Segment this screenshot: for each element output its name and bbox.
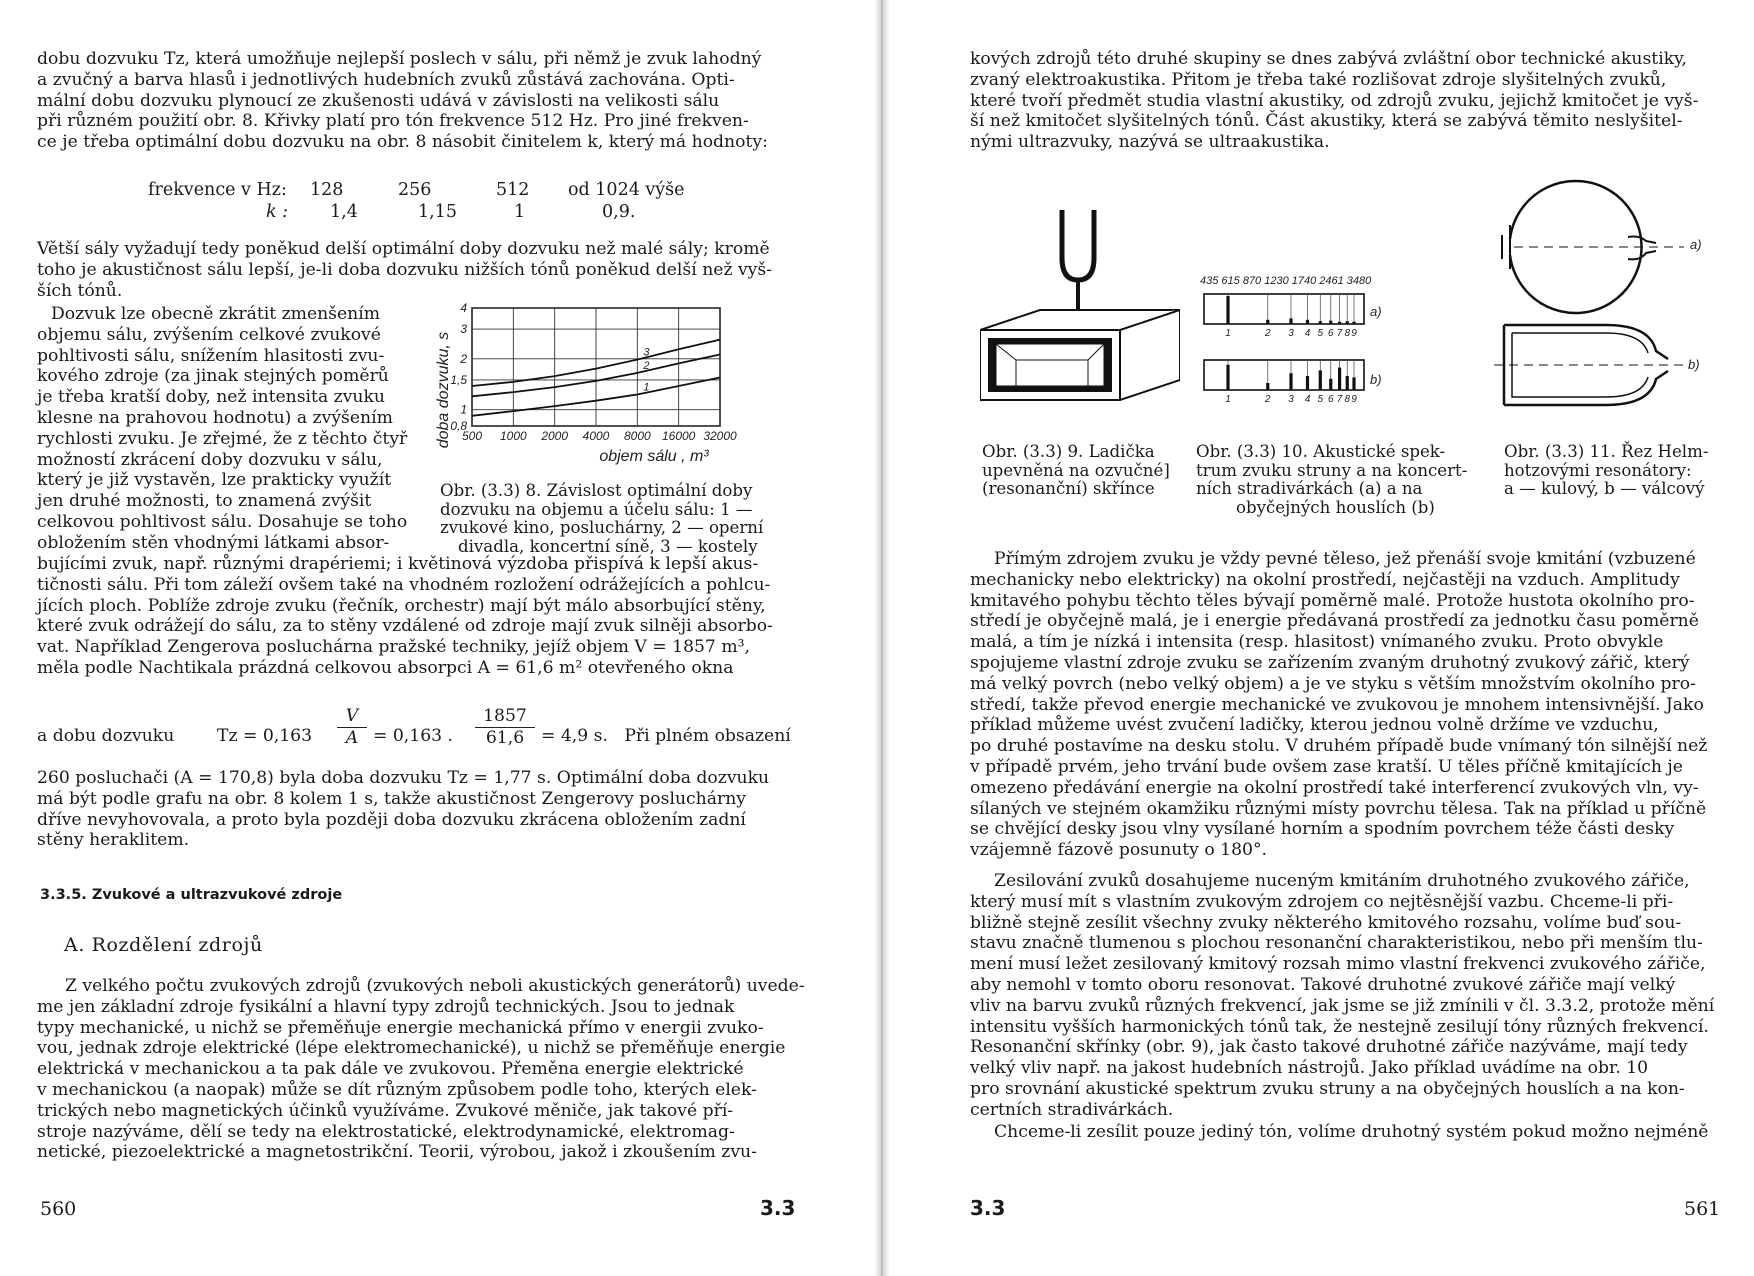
page-number: 560 xyxy=(40,1198,77,1220)
text-line: celkovou pohltivost sálu. Dosahuje se toho xyxy=(37,511,408,532)
helmholtz-resonators-figure xyxy=(1490,175,1720,425)
caption-line: ních stradivárkách (a) a na xyxy=(1196,479,1423,498)
formula-fraction-v xyxy=(337,706,367,748)
harmonic-number: 1 xyxy=(1225,328,1231,339)
harmonic-number: 2 xyxy=(1264,328,1271,339)
left-page xyxy=(0,0,874,1276)
harmonic-number: 6 xyxy=(1327,394,1334,405)
fraction-numerator: V xyxy=(345,706,359,726)
subsection-heading: 3.3.5. Zvukové a ultrazvukové zdroje xyxy=(40,887,343,903)
chart-grid xyxy=(472,308,720,426)
caption-line: hotzovými resonátory: xyxy=(1504,460,1692,480)
spectrum-bar xyxy=(1352,377,1355,390)
text-line: velký vliv např. na jakost hudebních nástrojů. Jako příklad uvádíme na obr. 10 xyxy=(970,1058,1649,1079)
text-line: obložením stěn vhodnými látkami absor- xyxy=(37,532,390,553)
text-line: Zesilování zvuků dosahujeme nuceným kmitáním druhotného zvukového zářiče, xyxy=(994,871,1690,891)
text-line: klesne na prahovou hodnotu) a zvýšením xyxy=(37,407,393,428)
harmonic-number: 2 xyxy=(1264,394,1271,405)
spectrum-frequency-labels: 435 615 870 1230 1740 2461 3480 xyxy=(1200,275,1372,287)
caption-line: dozvuku na objemu a účelu sálu: 1 — xyxy=(440,499,753,519)
text-line: elektrická v mechanickou a ta pak dále ve zvukovou. Přeměna energie elektrické xyxy=(37,1059,744,1080)
caption-line: Obr. (3.3) 10. Akustické spek- xyxy=(1196,442,1446,461)
text-line: ších tónů. xyxy=(37,280,123,301)
formula-tz: Tz = 0,163 xyxy=(217,726,313,746)
chart-x-tick-label: 32000 xyxy=(703,429,737,443)
section-tag: 3.3 xyxy=(970,1196,1006,1220)
text-line: toho je akustičnost sálu lepší, je-li doba dozvuku nižších tónů poněkud delší než vyš- xyxy=(37,259,773,280)
text-line: pro srovnání akustické spektrum zvuku struny a na obyčejných houslích a na kon- xyxy=(970,1078,1685,1099)
spectrum-bar xyxy=(1226,365,1229,390)
factor-value: 1 xyxy=(514,202,526,222)
text-line: měla podle Nachtikala prázdná celkovou absorpci A = 61,6 m² otevřeného okna xyxy=(37,657,734,678)
text-line: jen druhé možnosti, to znamená zvýšit xyxy=(37,491,372,512)
chart-x-axis-label: objem sálu , m³ xyxy=(599,448,709,465)
factor-value: 1,15 xyxy=(418,202,457,222)
text-line: spojujeme vlastní zdroje zvuku se zařízením zvaným druhotný zvukový zářič, který xyxy=(970,652,1690,673)
section-tag: 3.3 xyxy=(760,1196,796,1220)
text-line: netické, piezoelektrické a magnetostrikční. Teorii, výrobou, jakož i zkoušením zvu- xyxy=(37,1142,757,1163)
text-line: Chceme-li zesílit pouze jediný tón, volíme druhotný systém pokud možno nejméně xyxy=(994,1122,1709,1142)
intro-paragraph xyxy=(37,49,849,153)
spectrum-bar xyxy=(1319,370,1322,390)
caption-line: zvukové kino, posluchárny, 2 — operní xyxy=(440,518,764,537)
book-gutter xyxy=(874,0,890,1276)
chart-x-tick-label: 2000 xyxy=(541,429,569,443)
caption-line: Obr. (3.3) 8. Závislost optimální doby xyxy=(440,481,753,500)
text-line: mení musí ležet zesilovaný kmitový rozsah mimo vlastní frekvenci zvukového zářiče, xyxy=(970,954,1706,975)
text-line: má být podle grafu na obr. 8 kolem 1 s, takže akustičnost Zengerovy posluchárny xyxy=(37,788,746,809)
text-line: dříve nevyhovovala, a proto byla později doba dozvuku zkrácena obložením zadní xyxy=(37,809,746,830)
text-line: středí je obyčejně malá, je i energie předávaná prostředí za jednotku času poměrně xyxy=(970,611,1699,632)
text-line: vat. Například Zengerova posluchárna pražské techniky, jejíž objem V = 1857 m³, xyxy=(37,637,750,658)
text-line: je třeba kratší doby, než intensita zvuku xyxy=(37,387,385,408)
text-line: kových zdrojů této druhé skupiny se dnes zabývá zvláštní obor technické akustiky, xyxy=(970,49,1687,69)
harmonic-number: 9 xyxy=(1351,328,1357,339)
text-line: kmitavého pohybu těchto těles bývají poměrně malé. Protože hustota okolního pro- xyxy=(970,590,1695,611)
text-line: Přímým zdrojem zvuku je vždy pevné těleso, jež přenáší svoje kmitání (vzbuzené xyxy=(994,549,1696,569)
factor-label: k : xyxy=(266,202,289,222)
harmonic-number: 8 xyxy=(1344,394,1351,405)
text-line: zvaný elektroakustika. Přitom je třeba také rozlišovat zdroje slyšitelných zvuků, xyxy=(970,69,1667,90)
chart-y-tick-label: 3 xyxy=(460,322,467,337)
chart-y-tick-label: 1 xyxy=(460,402,467,417)
text-line: se chvějící desky jsou vlny vysílané horním a spodním povrchem téže části desky xyxy=(970,819,1675,840)
text-line: aby nemohl v tomto oboru resonovat. Takové druhotné zvukové zářiče mají velký xyxy=(970,974,1676,995)
chart-y-axis-label: doba dozvuku, s xyxy=(435,331,452,449)
text-line: trických nebo magnetických účinků využíváme. Zvukové měniče, jak takové pří- xyxy=(37,1100,734,1121)
text-line: mální dobu dozvuku plynoucí ze zkušenosti udává v závislosti na velikosti sálu xyxy=(37,90,720,111)
spectrum-bar xyxy=(1338,368,1341,390)
text-line: středí, takže převod energie mechanické ve zvukovou je mnohem intensivnější. Jako xyxy=(970,694,1704,715)
cylindrical-resonator-icon xyxy=(1494,325,1686,405)
page-number: 561 xyxy=(1684,1198,1721,1220)
spectrum-bar xyxy=(1289,318,1292,324)
text-line: v případě prvém, jeho trvání bude ovšem zase kratší. U těles příčně kmitajících je xyxy=(970,756,1683,777)
harmonic-number: 8 xyxy=(1344,328,1351,339)
fraction-denominator: 61,6 xyxy=(485,728,525,748)
tuning-fork-figure xyxy=(980,200,1180,430)
resonator-label-b: b) xyxy=(1688,357,1700,372)
chart-y-tick-label: 4 xyxy=(460,301,467,315)
fraction-numerator: 1857 xyxy=(483,706,527,726)
frequency-value: 128 xyxy=(310,180,344,200)
text-line: Větší sály vyžadují tedy poněkud delší optimální doby dozvuku než malé sály; kromě xyxy=(37,239,770,259)
spectrum-bar xyxy=(1266,320,1269,324)
fig11-caption xyxy=(1504,443,1729,499)
factor-value: 0,9. xyxy=(602,202,636,222)
chart-x-ticks xyxy=(462,429,737,443)
text-line: pohltivosti sálu, snížením hlasitosti zvu- xyxy=(37,345,385,366)
resonator-label-a: a) xyxy=(1690,237,1702,252)
formula-fraction-numbers xyxy=(475,706,535,748)
formula-suffix: = 4,9 s. Při plném obsazení xyxy=(541,726,791,746)
paragraph-hall-size xyxy=(37,239,787,301)
text-line: malá, a tím je nízká i intensita (resp. hlasitost) vnímaného zvuku. Proto obvykle xyxy=(970,632,1664,653)
chart-x-tick-label: 500 xyxy=(461,429,483,443)
formula-prefix: a dobu dozvuku xyxy=(37,726,175,746)
text-line: bližně stejně zesílit všechny zvuky některého kmitového rozsahu, volíme buď sou- xyxy=(970,912,1682,933)
spectrum-bar xyxy=(1352,322,1355,324)
paragraph-electroacoustics xyxy=(970,49,1720,153)
spectrum-b xyxy=(1204,360,1364,405)
formula-mid: = 0,163 . xyxy=(373,726,453,746)
fraction-denominator: A xyxy=(345,728,359,748)
reverberation-chart xyxy=(430,296,810,466)
text-line: Dozvuk lze obecně zkrátit zmenšením xyxy=(51,304,381,324)
text-line: při různém použití obr. 8. Křivky platí pro tón frekvence 512 Hz. Pro jiné frekven- xyxy=(37,111,749,132)
caption-line: (resonanční) skřínce xyxy=(982,479,1155,498)
chart-y-tick-label: 1,5 xyxy=(450,372,467,387)
text-line: mechanicky nebo elektricky) na okolní prostředí, nejčastěji na vzduch. Amplitudy xyxy=(970,569,1680,590)
text-line: v mechanickou (a naopak) může se dít různým způsobem podle toho, kterých elek- xyxy=(37,1079,757,1100)
harmonic-number: 5 xyxy=(1317,328,1324,339)
chart-x-tick-label: 1000 xyxy=(499,429,527,443)
text-line: intensitu vyšších harmonických tónů tak, že nestejně zesilují tóny různých frekvencí. xyxy=(970,1016,1709,1037)
paragraph-absorption xyxy=(37,554,849,679)
paragraph-direct-source xyxy=(970,549,1740,861)
text-line: které zvuk odrážejí do sálu, za to stěny vzdálené od zdroje mají zvuk silněji absorbo- xyxy=(37,616,773,637)
fig8-caption xyxy=(440,482,795,556)
spectrum-bar xyxy=(1306,320,1309,324)
spectrum-bar xyxy=(1338,322,1341,324)
text-line: nými ultrazvuky, nazývá se ultraakustika. xyxy=(970,132,1330,153)
harmonic-number: 1 xyxy=(1225,394,1231,405)
text-line: který musí mít s vlastním zvukovým zdrojem co nejtěsnější vazbu. Chceme-li při- xyxy=(970,891,1674,912)
text-line: tičnosti sálu. Při tom záleží ovšem také na vhodném rozložení odrážejících a pohlcu- xyxy=(37,574,771,595)
spectrum-bar xyxy=(1329,321,1332,324)
spectrum-bar xyxy=(1289,373,1292,390)
text-line: bujícími zvuk, např. různými drapériemi; i květinová výzdoba přispívá k lepší akus- xyxy=(37,554,759,574)
chart-series-label: 2 xyxy=(643,359,650,372)
spherical-resonator-icon xyxy=(1502,181,1684,313)
text-line: vzájemně fázově posunuty o 180°. xyxy=(970,840,1268,861)
text-line: které tvoří předmět studia vlastní akustiky, od zdrojů zvuku, jejichž kmitočet je vyš- xyxy=(970,90,1699,111)
harmonic-number: 9 xyxy=(1351,394,1357,405)
harmonic-number: 7 xyxy=(1336,328,1343,339)
right-page xyxy=(890,0,1754,1276)
harmonic-number: 3 xyxy=(1288,394,1294,405)
spectrum-bar xyxy=(1319,321,1322,324)
text-line: vliv na barvu zvuků různých frekvencí, jak jsme se již zmínili v čl. 3.3.2, protože mění xyxy=(970,995,1715,1016)
spectrum-bar xyxy=(1226,296,1229,324)
text-line: objemu sálu, zvýšením celkové zvukové xyxy=(37,324,381,345)
text-line: stěny heraklitem. xyxy=(37,830,190,851)
text-line: ší než kmitočet slyšitelných tónů. Část akustiky, která se zabývá těmito neslyšitel- xyxy=(970,111,1683,132)
caption-line: a — kulový, b — válcový xyxy=(1504,479,1705,498)
spectrum-bar xyxy=(1329,379,1332,390)
text-line: stroje nazýváme, dělí se tedy na elektrostatické, elektrodynamické, elektromag- xyxy=(37,1121,735,1142)
text-line: stavu značně tlumenou s plochou resonanční charakteristikou, nebo při menším tlu- xyxy=(970,933,1703,954)
fig10-caption xyxy=(1196,442,1468,517)
text-line: Resonanční skřínky (obr. 9), jak často takové druhotné zářiče nazýváme, mají tedy xyxy=(970,1037,1688,1058)
frequency-value: 256 xyxy=(398,180,432,200)
text-line: má velký povrch (nebo velký objem) a je ve styku s větším množstvím okolního pro- xyxy=(970,673,1696,694)
chart-x-tick-label: 4000 xyxy=(582,429,610,443)
spectrum-label-b: b) xyxy=(1370,372,1382,387)
frequency-value: 512 xyxy=(496,180,530,200)
text-line: me jen základní zdroje fysikální a hlavní typy zdrojů technických. Jsou to jednak xyxy=(37,996,735,1017)
chart-y-ticks xyxy=(450,301,467,433)
fig9-caption xyxy=(982,442,1170,499)
text-line: Z velkého počtu zvukových zdrojů (zvukových neboli akustických generátorů) uvede- xyxy=(65,976,805,996)
harmonic-number: 3 xyxy=(1288,328,1294,339)
caption-line: upevněná na ozvučné] xyxy=(982,460,1170,480)
text-line: příklad můžeme uvést zvučení ladičky, kterou jednou volně držíme ve vzduchu, xyxy=(970,715,1659,736)
harmonic-number: 4 xyxy=(1304,394,1311,405)
text-line: typy mechanické, u nichž se přeměňuje energie mechanická přímo v energii zvuko- xyxy=(37,1017,764,1038)
frequency-value: od 1024 výše xyxy=(568,180,685,200)
formula-line xyxy=(37,706,849,754)
text-line: omezeno předávání energie na okolní prostředí také interferencí zvukových vln, vy- xyxy=(970,777,1699,798)
caption-line: Obr. (3.3) 11. Řez Helm- xyxy=(1504,442,1709,461)
caption-line: obyčejných houslích (b) xyxy=(1236,497,1435,517)
chart-series-label: 1 xyxy=(643,381,650,394)
chart-series-label: 3 xyxy=(643,346,650,359)
text-line: sílaných ve stejném okamžiku různými místy povrchu tělesa. Tak na příklad u příčně xyxy=(970,798,1707,819)
factor-value: 1,4 xyxy=(330,202,358,222)
spectrum-label-a: a) xyxy=(1370,304,1382,319)
chart-y-tick-label: 0,8 xyxy=(450,419,467,433)
paragraph-amplification xyxy=(970,871,1740,1121)
paragraph-zenger xyxy=(37,768,849,851)
harmonic-number: 6 xyxy=(1327,328,1334,339)
text-line: dobu dozvuku Tz, která umožňuje nejlepší poslech v sálu, při němž je zvuk lahodný xyxy=(37,49,762,69)
harmonic-number: 5 xyxy=(1317,394,1324,405)
section-heading: A. Rozdělení zdrojů xyxy=(64,934,263,956)
text-line: 260 posluchači (A = 170,8) byla doba dozvuku Tz = 1,77 s. Optimální doba dozvuku xyxy=(37,768,770,788)
paragraph-reverb-reduction xyxy=(37,304,422,554)
spectrum-bar xyxy=(1266,383,1269,390)
text-line: vou, jednak zdroje elektrické (lépe elektromechanické), u nichž se přeměňuje energie xyxy=(37,1038,786,1059)
resonance-box-icon xyxy=(980,310,1180,400)
text-line: kového zdroje (za jinak stejných poměrů xyxy=(37,366,389,387)
text-line: který je již vystavěn, lze prakticky využít xyxy=(37,470,392,491)
chart-y-tick-label: 2 xyxy=(460,351,467,366)
spectrum-figure xyxy=(1200,272,1390,412)
caption-line: Obr. (3.3) 9. Ladička xyxy=(982,442,1155,461)
caption-line: trum zvuku struny a na koncert- xyxy=(1196,460,1468,480)
caption-line: divadla, koncertní síně, 3 — kostely xyxy=(458,536,758,556)
spectrum-bar xyxy=(1346,376,1349,390)
text-line: a zvučný a barva hlasů i jednotlivých hudebních zvuků zůstává zachována. Opti- xyxy=(37,69,735,90)
text-line: certních stradivárkách. xyxy=(970,1099,1174,1120)
chart-x-tick-label: 8000 xyxy=(623,429,651,443)
text-line: ce je třeba optimální dobu dozvuku na obr. 8 násobit činitelem k, který má hodnoty: xyxy=(37,132,768,153)
harmonic-number: 7 xyxy=(1336,394,1343,405)
paragraph-single-tone xyxy=(970,1122,1740,1143)
spectrum-bar xyxy=(1306,376,1309,390)
spectrum-a xyxy=(1204,294,1364,339)
harmonic-number: 4 xyxy=(1304,328,1311,339)
spectrum-bar xyxy=(1346,321,1349,324)
text-line: možností zkrácení doby dozvuku v sálu, xyxy=(37,449,383,470)
chart-x-tick-label: 16000 xyxy=(661,429,696,443)
text-line: po druhé postavíme na desku stolu. V druhém případě bude vnímaný tón silnější než xyxy=(970,736,1708,757)
frequency-label: frekvence v Hz: xyxy=(148,180,287,200)
text-line: rychlosti zvuku. Je zřejmé, že z těchto čtyř xyxy=(37,428,408,449)
text-line: jících ploch. Poblíže zdroje zvuku (řečník, orchestr) mají být málo absorbující stěny, xyxy=(37,595,766,616)
paragraph-sources xyxy=(37,976,849,1163)
